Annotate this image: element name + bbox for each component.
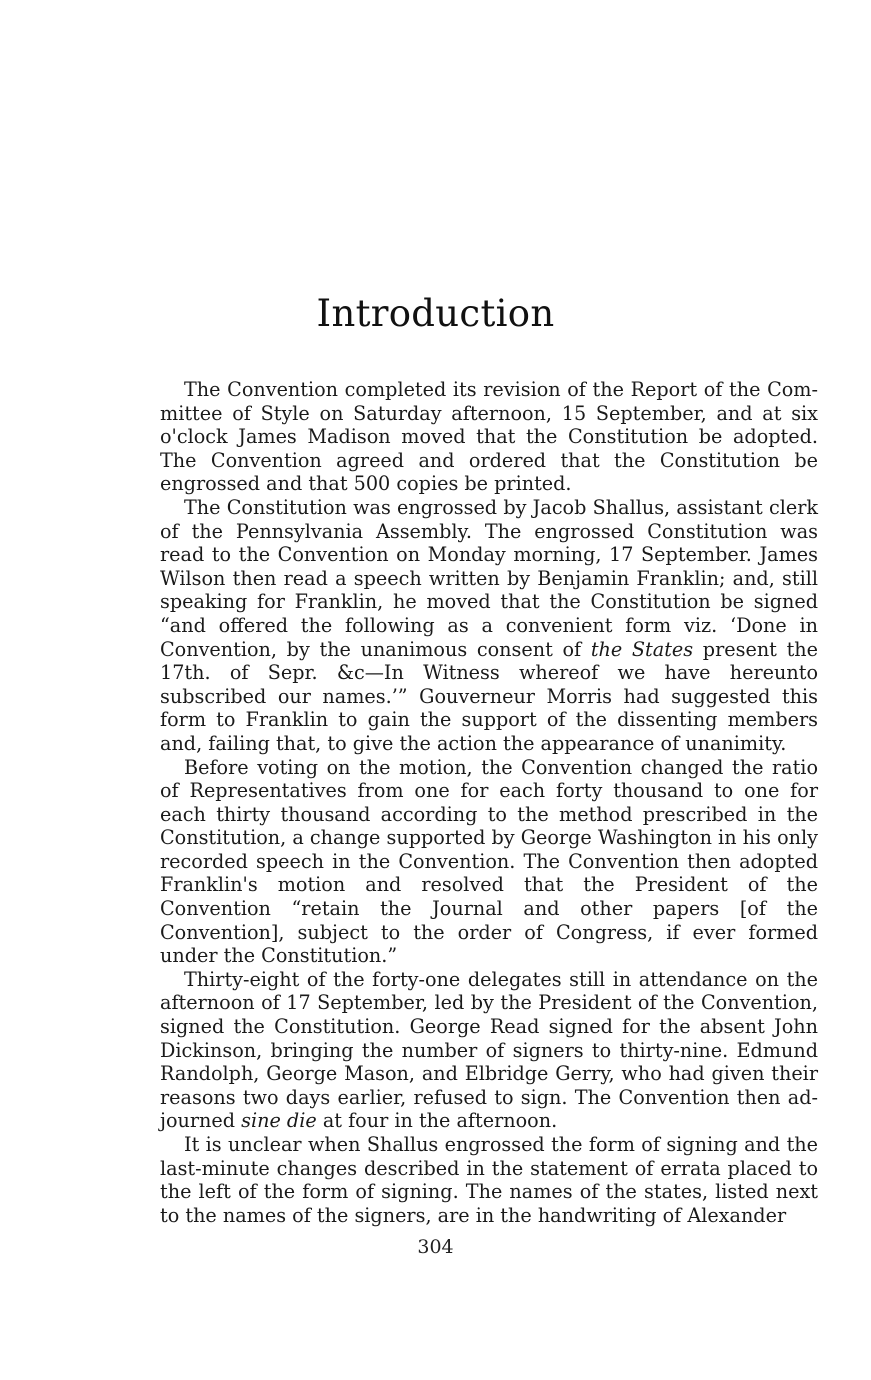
paragraph <box>160 756 818 968</box>
body-text <box>160 378 818 1227</box>
paragraph <box>160 378 818 496</box>
text-run: Thirty-eight of the forty-one delegates still in attendance on the afternoon of 17 September, led by the President of the Convention, signed the Constitution. George Read signed for the absent John Dickinson, bringing the number of signers to thirty-nine. Edmund Randolph, George Mason, and Elbridge Gerry, who had given their reasons two days earlier, refused to sign. The Convention then adjourned <box>160 967 818 1133</box>
text-run: The Convention completed its revision of the Report of the Committee of Style on Saturday afternoon, 15 September, and at six o'clock James Madison moved that the Constitution be adopted. The Convention agreed and ordered that the Constitution be engrossed and that 500 copies be printed. <box>160 378 818 496</box>
paragraph <box>160 1133 818 1227</box>
italic-text-run: the States <box>590 637 694 661</box>
italic-text-run: sine die <box>241 1109 317 1133</box>
text-run: present the 17th. of Sepr. &c—In Witness whereof we have hereunto subscribed our names.’” Gouverneur Morris had suggested this form to Franklin to gain the support of the dissenting members and, failing that, to give the action the appearance of unanimity. <box>160 637 818 755</box>
page-number: 304 <box>417 1236 454 1258</box>
text-run: at four in the afternoon. <box>316 1109 558 1133</box>
text-run: Before voting on the motion, the Convention changed the ratio of Representatives from one for each forty thousand to one for each thirty thousand according to the method prescribed in the Constitution, a change supported by George Washington in his only recorded speech in the Convention. The Convention then adopted Franklin's motion and resolved that the President of the Convention “retain the Journal and other papers [of the Convention], subject to the order of Congress, if ever formed under the Constitution.” <box>160 755 818 968</box>
page-title: Introduction <box>316 292 555 335</box>
paragraph <box>160 968 818 1133</box>
text-run: The Constitution was engrossed by Jacob Shallus, assistant clerk of the Pennsylvania Assembly. The engrossed Constitution was read to the Convention on Monday morning, 17 September. James Wilson then read a speech written by Benjamin Franklin; and, still speaking for Franklin, he moved that the Constitution be signed “and offered the following as a convenient form viz. ‘Done in Convention, by the unanimous consent of <box>160 495 818 661</box>
paragraph <box>160 496 818 756</box>
text-run: It is unclear when Shallus engrossed the form of signing and the last-minute changes described in the statement of errata placed to the left of the form of signing. The names of the states, listed next to the names of the signers, are in the handwriting of Alexander <box>160 1133 818 1227</box>
